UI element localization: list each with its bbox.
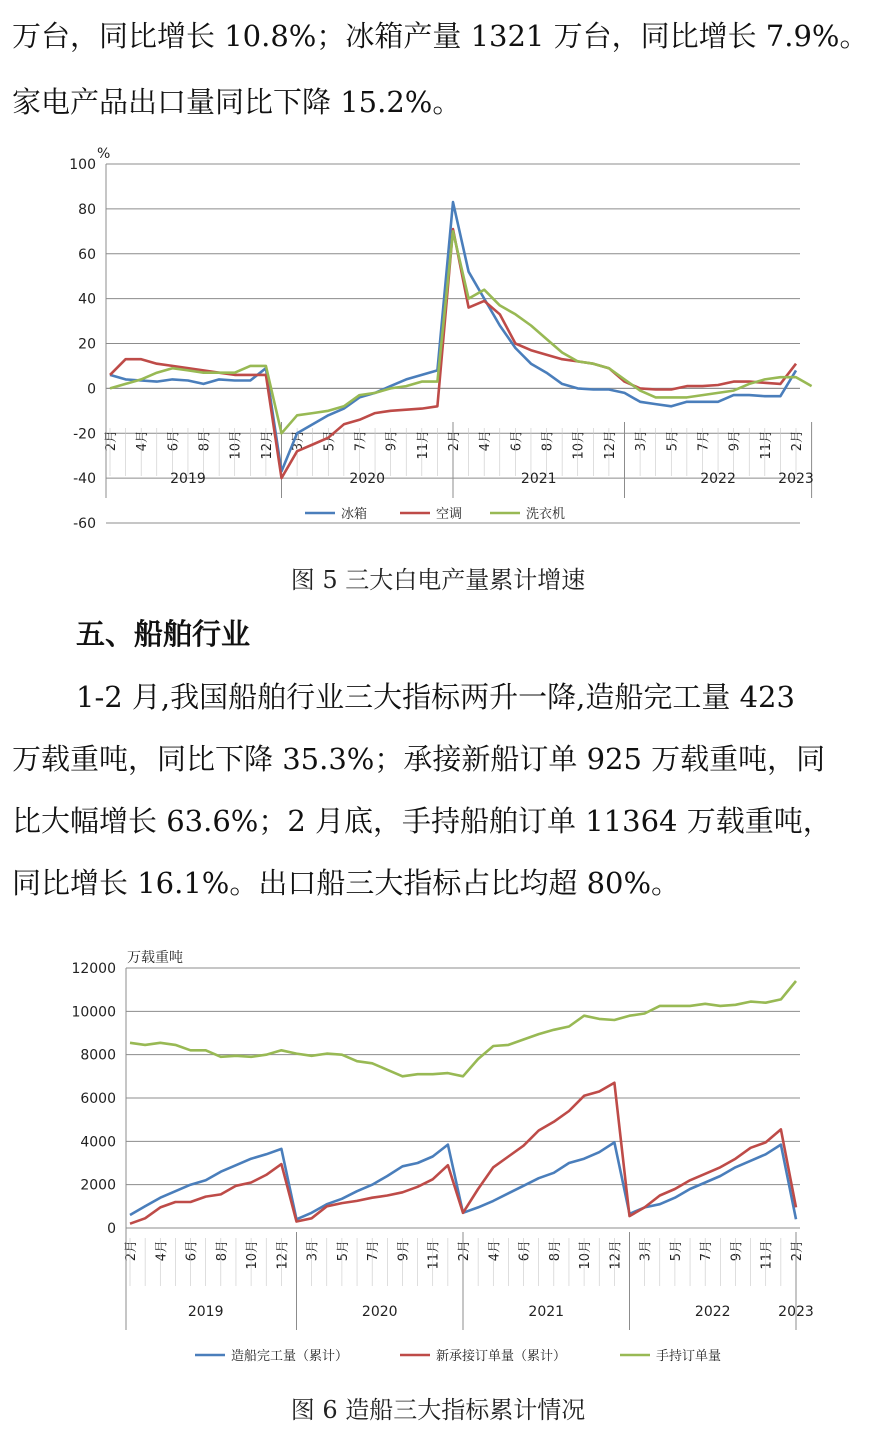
y-tick-label: -20: [73, 426, 96, 443]
x-tick-label: 9月: [384, 430, 400, 452]
x-tick-label: 11月: [758, 430, 774, 460]
x-tick-label: 8月: [547, 1240, 563, 1262]
x-tick-label: 12月: [602, 430, 618, 460]
year-label: 2021: [528, 1304, 565, 1320]
y-tick-label: 6000: [80, 1091, 116, 1107]
x-tick-label: 2月: [457, 1240, 472, 1262]
x-tick-label: 3月: [305, 1240, 321, 1262]
x-tick-label: 6月: [166, 430, 182, 452]
x-tick-label: 7月: [699, 1240, 715, 1262]
x-tick-label: 2月: [124, 1240, 139, 1262]
legend-label: 冰箱: [341, 507, 368, 522]
x-tick-label: 2月: [790, 430, 805, 452]
figure-5-chart: [0, 140, 876, 535]
y-tick-label: 10000: [71, 1004, 116, 1021]
y-tick-label: 100: [69, 157, 96, 173]
year-label: 2020: [349, 471, 386, 487]
x-tick-label: 4月: [154, 1240, 170, 1262]
paragraph-line: 万台，同比增长 10.8%；冰箱产量 1321 万台，同比增长 7.9%。: [12, 19, 869, 53]
unit-label: 万载重吨: [127, 950, 183, 966]
legend-label: 洗衣机: [526, 507, 566, 522]
x-tick-label: 11月: [759, 1240, 775, 1270]
legend-label: 手持订单量: [656, 1349, 722, 1364]
x-tick-label: 9月: [729, 1240, 745, 1262]
x-tick-label: 5月: [335, 1240, 351, 1262]
x-tick-label: 4月: [478, 430, 494, 452]
figure-5-caption: 图 5 三大白电产量累计增速: [290, 566, 586, 594]
year-label: 2020: [361, 1304, 398, 1320]
y-tick-label: 40: [78, 291, 96, 308]
x-tick-label: 11月: [415, 430, 431, 460]
x-tick-label: 7月: [696, 430, 712, 452]
x-tick-label: 12月: [275, 1240, 291, 1270]
x-tick-label: 2月: [790, 1240, 805, 1262]
x-tick-label: 7月: [353, 430, 369, 452]
year-label: 2019: [187, 1304, 224, 1320]
x-tick-label: 2月: [447, 430, 462, 452]
legend-label: 空调: [436, 507, 463, 522]
x-tick-label: 10月: [228, 430, 244, 460]
y-tick-label: 60: [78, 246, 96, 263]
y-tick-label: -60: [73, 516, 96, 532]
x-tick-label: 9月: [396, 1240, 412, 1262]
paragraph-line: 同比增长 16.1%。出口船三大指标占比均超 80%。: [12, 866, 681, 900]
y-tick-label: 4000: [80, 1134, 116, 1151]
y-tick-label: 12000: [71, 961, 116, 977]
x-tick-label: 4月: [135, 430, 151, 452]
year-label: 2022: [700, 471, 736, 487]
x-tick-label: 6月: [184, 1240, 200, 1262]
y-tick-label: 0: [107, 1221, 116, 1237]
x-tick-label: 8月: [540, 430, 556, 452]
y-tick-label: -40: [73, 471, 96, 488]
x-tick-label: 10月: [578, 1240, 594, 1270]
x-tick-label: 4月: [487, 1240, 503, 1262]
x-tick-label: 10月: [571, 430, 587, 460]
x-tick-label: 10月: [245, 1240, 261, 1270]
x-tick-label: 3月: [291, 430, 307, 452]
paragraph-line: 比大幅增长 63.6%；2 月底，手持船舶订单 11364 万载重吨，: [12, 804, 832, 838]
year-label: 2019: [170, 471, 206, 487]
paragraph-line: 万载重吨，同比下降 35.3%；承接新船订单 925 万载重吨，同: [12, 742, 826, 776]
x-tick-label: 6月: [517, 1240, 533, 1262]
unit-label: %: [97, 146, 111, 162]
year-label: 2022: [694, 1304, 731, 1320]
series-line-造船完工量（累计）: [130, 1142, 796, 1219]
year-label: 2021: [520, 471, 557, 487]
legend-label: 新承接订单量（累计）: [436, 1349, 567, 1364]
x-tick-label: 2月: [104, 430, 119, 452]
x-tick-label: 12月: [259, 430, 275, 460]
series-line-手持订单量: [130, 981, 796, 1076]
x-tick-label: 7月: [366, 1240, 382, 1262]
x-tick-label: 5月: [322, 430, 338, 452]
series-line-新承接订单量（累计）: [130, 1083, 796, 1224]
y-tick-label: 80: [78, 201, 96, 218]
y-tick-label: 8000: [80, 1047, 116, 1064]
y-tick-label: 2000: [80, 1177, 116, 1194]
x-tick-label: 3月: [634, 430, 650, 452]
x-tick-label: 11月: [426, 1240, 442, 1270]
y-tick-label: 20: [78, 336, 96, 353]
x-tick-label: 6月: [509, 430, 525, 452]
x-tick-label: 8月: [197, 430, 213, 452]
legend-label: 造船完工量（累计）: [231, 1349, 349, 1364]
paragraph-line: 家电产品出口量同比下降 15.2%。: [12, 85, 462, 119]
year-label: 2023: [778, 1304, 814, 1320]
x-tick-label: 5月: [665, 430, 681, 452]
x-tick-label: 12月: [608, 1240, 624, 1270]
x-tick-label: 5月: [668, 1240, 684, 1262]
figure-6-caption: 图 6 造船三大指标累计情况: [290, 1396, 586, 1424]
x-tick-label: 3月: [638, 1240, 654, 1262]
section-heading: 五、船舶行业: [76, 617, 251, 651]
year-label: 2023: [778, 471, 814, 487]
y-tick-label: 0: [87, 381, 96, 398]
x-tick-label: 8月: [214, 1240, 230, 1262]
figure-6-chart: [0, 935, 876, 1370]
paragraph-line: 1-2 月,我国船舶行业三大指标两升一降,造船完工量 423: [76, 680, 795, 714]
x-tick-label: 9月: [727, 430, 743, 452]
